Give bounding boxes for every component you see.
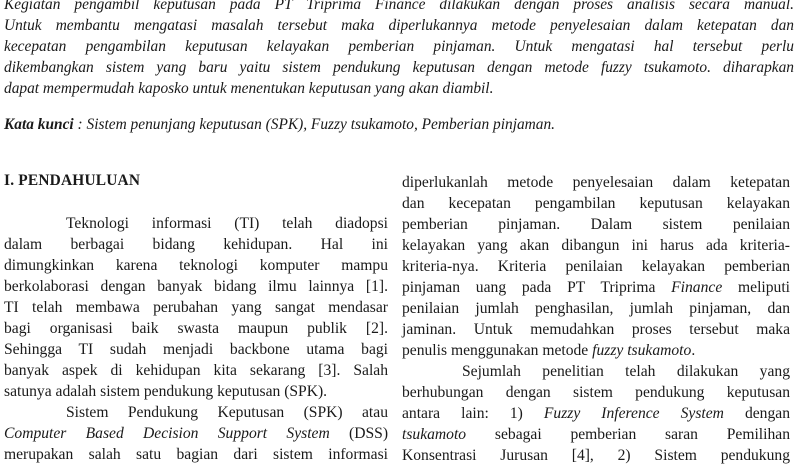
abstract-line: Kegiatan pengambil keputusan pada PT Triprima Finance dilakukan dengan proses analisis secara manual. [4, 0, 794, 13]
paragraph-line: pemberian pinjaman. Dalam sistem penilaian [402, 216, 790, 233]
paragraph-line: banyak aspek di kehidupan kita sekarang [3]. Salah [4, 362, 388, 379]
paragraph-line [4, 423, 388, 444]
paragraph-line: Teknologi informasi (TI) telah diadopsi [66, 215, 388, 232]
paragraph-line: bagi organisasi baik swasta maupun publik [2]. [4, 320, 388, 337]
paragraph-line: dimungkinkan karena teknologi komputer mampu [4, 257, 388, 274]
text-run: pinjaman uang pada PT Triprima [402, 279, 672, 296]
text-run: meliputi [722, 279, 790, 296]
keywords [4, 114, 794, 135]
paragraph-line: berkolaborasi dengan banyak bidang ilmu lainnya [1]. [4, 278, 388, 295]
paragraph-line: Sehingga TI sudah menjadi backbone utama bagi [4, 341, 388, 358]
paragraph-line: merupakan salah satu bagian dari sistem informasi [4, 446, 388, 463]
section-heading: I. PENDAHULUAN [4, 172, 141, 189]
text-run: (DSS) [329, 425, 389, 442]
paragraph-line [402, 277, 790, 298]
paragraph-line: berhubungan dengan sistem pendukung keputusan [402, 384, 790, 401]
paragraph-line: jaminan. Untuk memudahkan proses tersebut maka [402, 321, 790, 338]
paragraph-line: dalam berbagai bidang kehidupan. Hal ini [4, 236, 388, 253]
paragraph-line: penilaian jumlah penghasilan, jumlah pinjaman, dan [402, 300, 790, 317]
italic-term: tsukamoto [402, 426, 467, 443]
keywords-text: : Sistem penunjang keputusan (SPK), Fuzzy tsukamoto, Pemberian pinjaman. [73, 116, 556, 133]
abstract-line: kecepatan pengambilan keputusan kelayakan pemberian pinjaman. Untuk mengatasi hal tersebut perlu [4, 38, 794, 55]
paragraph-line: dan kecepatan pengambilan keputusan kelayakan [402, 195, 790, 212]
paragraph-line: satunya adalah sistem pendukung keputusan (SPK). [4, 383, 328, 400]
paragraph-line [402, 403, 790, 424]
italic-term: Finance [671, 279, 723, 296]
text-run: antara lain: 1) [402, 405, 544, 422]
paragraph-line [402, 340, 790, 361]
paragraph-line: kelayakan yang akan dibangun ini harus ada kriteria- [402, 237, 790, 254]
abstract [4, 0, 794, 99]
abstract-line: dapat mempermudah kaposko untuk menentukan keputusan yang akan diambil. [4, 80, 494, 97]
italic-term: fuzzy tsukamoto [592, 342, 692, 359]
paragraph-line: Sistem Pendukung Keputusan (SPK) atau [66, 404, 388, 421]
paragraph-line: diperlukanlah metode penyelesaian dalam ketepatan [402, 174, 790, 191]
left-column [4, 170, 388, 465]
paragraph-line: Sejumlah penelitian telah dilakukan yang [462, 363, 790, 380]
paragraph-line: kriteria-nya. Kriteria penilaian kelayakan pemberian [402, 258, 790, 275]
abstract-line: dikembangkan sistem yang baru yaitu sistem pendukung keputusan dengan metode fuzzy tsukamoto. diharapkan [4, 59, 794, 76]
text-run: dengan [723, 405, 790, 422]
text-run: . [691, 342, 696, 359]
right-column [402, 172, 790, 466]
italic-term: Fuzzy Inference System [543, 405, 724, 422]
italic-term: Computer Based Decision Support System [4, 425, 330, 442]
keywords-label: Kata kunci [4, 116, 74, 133]
paragraph-line: TI telah membawa perubahan yang sangat mendasar [4, 299, 388, 316]
paragraph-line [402, 424, 790, 445]
abstract-line: Untuk membantu mengatasi masalah tersebut maka diperlukannya metode penyelesaian dalam ketepatan dan [4, 17, 794, 34]
text-run: sebagai pemberian saran Pemilihan [466, 426, 790, 443]
text-run: penulis menggunakan metode [402, 342, 593, 359]
paragraph-line: Konsentrasi Jurusan [4], 2) Sistem pendukung [402, 447, 790, 464]
